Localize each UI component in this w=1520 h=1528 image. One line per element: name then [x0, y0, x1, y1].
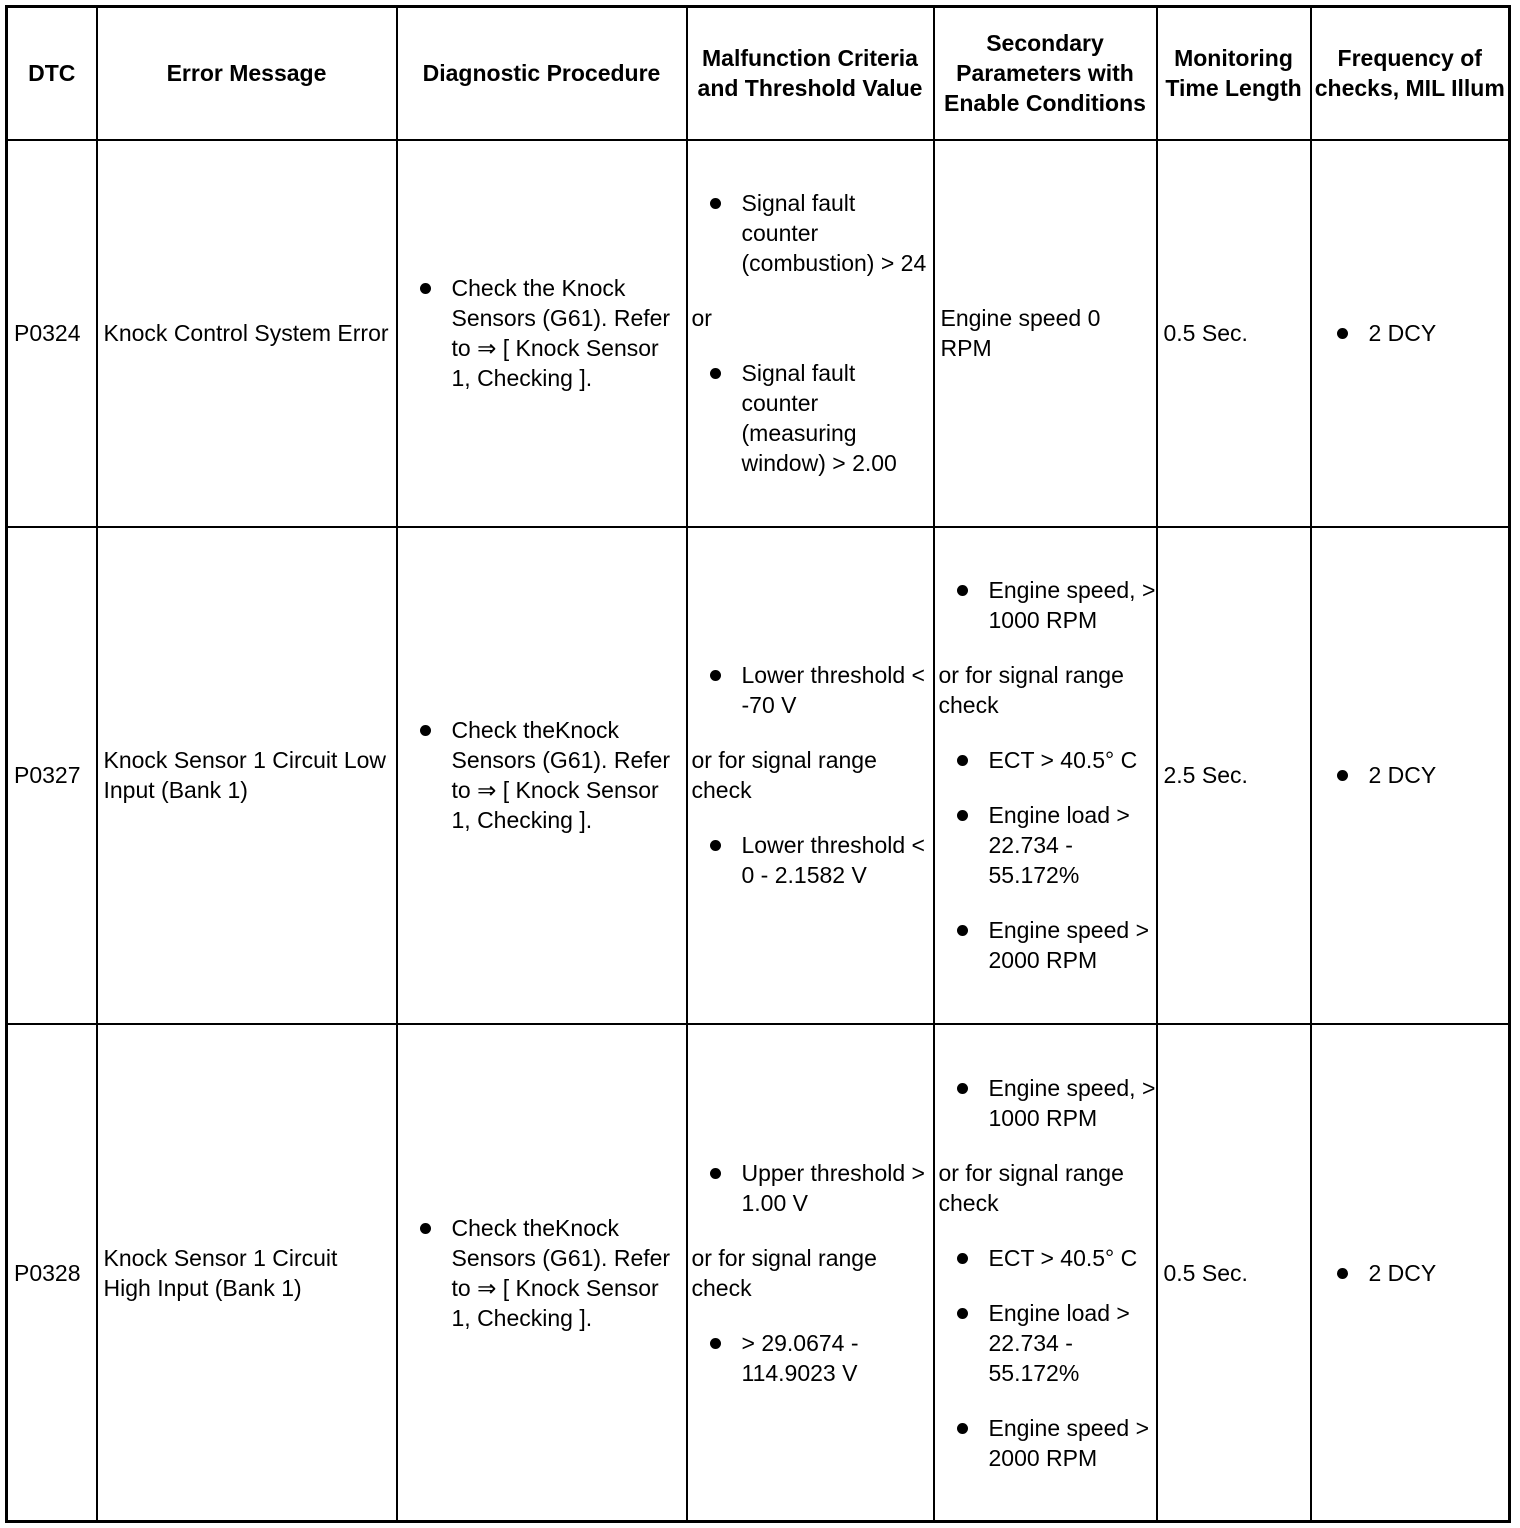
malfunction-criteria: [687, 140, 934, 527]
bullet-item: [710, 1328, 933, 1388]
bullet-item: [710, 660, 933, 720]
bullet-item: [957, 915, 1156, 975]
bullet-item: [420, 1213, 676, 1333]
frequency-text: 2 DCY: [1368, 320, 1437, 347]
criteria-text: Lower threshold < -70 V: [741, 662, 925, 719]
header-diagnostic-procedure: Diagnostic Procedure: [397, 7, 687, 140]
dtc-table: [5, 5, 1511, 1523]
bullet-item: [420, 715, 676, 835]
malfunction-criteria: [687, 1024, 934, 1521]
bullet-icon: [420, 1223, 431, 1234]
procedure-text: Check theKnock Sensors (G61). Refer to ⇒ [ Knock Sensor 1, Checking ].: [451, 1214, 671, 1331]
bullet-item: [957, 1073, 1156, 1133]
bullet-icon: [957, 810, 968, 821]
bullet-icon: [710, 368, 721, 379]
bullet-item: [957, 575, 1156, 635]
bullet-icon: [710, 1168, 721, 1179]
header-frequency: Frequency of checks, MIL Illum: [1311, 7, 1510, 140]
secondary-text: Engine load > 22.734 - 55.172%: [988, 1299, 1130, 1386]
secondary-text: ECT > 40.5° C: [988, 747, 1138, 774]
bullet-item: [710, 358, 933, 478]
bullet-item: [957, 1413, 1156, 1473]
frequency: [1311, 1024, 1510, 1521]
secondary-text: Engine speed > 2000 RPM: [988, 1414, 1149, 1471]
frequency: [1311, 527, 1510, 1024]
bullet-icon: [957, 1308, 968, 1319]
error-message: Knock Sensor 1 Circuit High Input (Bank 1): [97, 1024, 397, 1521]
header-dtc: DTC: [7, 7, 97, 140]
bullet-item: [957, 1243, 1156, 1273]
secondary-text: Engine speed > 2000 RPM: [988, 917, 1149, 974]
criteria-separator: or for signal range check: [691, 1244, 877, 1301]
bullet-icon: [1337, 328, 1348, 339]
bullet-item: [710, 1158, 933, 1218]
frequency-text: 2 DCY: [1368, 762, 1437, 789]
criteria-text: Lower threshold < 0 - 2.1582 V: [741, 832, 925, 889]
bullet-item: [957, 1298, 1156, 1388]
bullet-icon: [1337, 1268, 1348, 1279]
bullet-icon: [710, 1338, 721, 1349]
bullet-icon: [957, 1253, 968, 1264]
bullet-item: [710, 188, 933, 278]
criteria-text: Upper threshold > 1.00 V: [741, 1159, 925, 1216]
monitoring-time: 2.5 Sec.: [1157, 527, 1311, 1024]
secondary-parameters: [934, 527, 1157, 1024]
bullet-item: [1337, 760, 1509, 790]
secondary-text: Engine speed, > 1000 RPM: [988, 1074, 1156, 1131]
secondary-parameters: [934, 1024, 1157, 1521]
criteria-text: Signal fault counter (measuring window) > 2.00: [741, 360, 897, 477]
criteria-separator: or for signal range check: [691, 747, 877, 804]
bullet-item: [957, 745, 1156, 775]
diagnostic-procedure: [397, 140, 687, 527]
header-malfunction-criteria: Malfunction Criteria and Threshold Value: [687, 7, 934, 140]
header-secondary-parameters: Secondary Parameters with Enable Conditions: [934, 7, 1157, 140]
diagnostic-procedure: [397, 1024, 687, 1521]
frequency: [1311, 140, 1510, 527]
bullet-icon: [710, 670, 721, 681]
table-row: [7, 527, 1510, 1024]
bullet-icon: [957, 1423, 968, 1434]
table-row: [7, 140, 1510, 527]
monitoring-time: 0.5 Sec.: [1157, 140, 1311, 527]
bullet-icon: [957, 585, 968, 596]
bullet-icon: [957, 1083, 968, 1094]
bullet-item: [710, 830, 933, 890]
monitoring-time: 0.5 Sec.: [1157, 1024, 1311, 1521]
secondary-text: ECT > 40.5° C: [988, 1244, 1138, 1271]
procedure-text: Check theKnock Sensors (G61). Refer to ⇒ [ Knock Sensor 1, Checking ].: [451, 717, 671, 834]
header-monitoring-time: Monitoring Time Length: [1157, 7, 1311, 140]
error-message: Knock Sensor 1 Circuit Low Input (Bank 1): [97, 527, 397, 1024]
bullet-icon: [710, 198, 721, 209]
bullet-icon: [1337, 770, 1348, 781]
frequency-text: 2 DCY: [1368, 1259, 1437, 1286]
secondary-text: Engine speed, > 1000 RPM: [988, 577, 1156, 634]
header-error-message: Error Message: [97, 7, 397, 140]
secondary-text: Engine load > 22.734 - 55.172%: [988, 802, 1130, 889]
criteria-text: Signal fault counter (combustion) > 24: [741, 190, 927, 277]
procedure-text: Check the Knock Sensors (G61). Refer to ⇒ [ Knock Sensor 1, Checking ].: [451, 275, 671, 392]
bullet-icon: [957, 755, 968, 766]
malfunction-criteria: [687, 527, 934, 1024]
error-message: Knock Control System Error: [97, 140, 397, 527]
secondary-separator: or for signal range check: [938, 1159, 1124, 1216]
criteria-separator: or: [691, 305, 712, 332]
bullet-icon: [710, 840, 721, 851]
secondary-separator: or for signal range check: [938, 662, 1124, 719]
bullet-icon: [420, 283, 431, 294]
diagnostic-procedure: [397, 527, 687, 1024]
criteria-text: > 29.0674 - 114.9023 V: [741, 1329, 859, 1386]
bullet-item: [1337, 1258, 1509, 1288]
secondary-parameters: Engine speed 0 RPM: [934, 140, 1157, 527]
bullet-item: [420, 273, 676, 393]
bullet-icon: [420, 725, 431, 736]
bullet-item: [1337, 318, 1509, 348]
header-row: [7, 7, 1510, 140]
dtc-code: P0328: [7, 1024, 97, 1521]
bullet-item: [957, 800, 1156, 890]
table-row: [7, 1024, 1510, 1521]
dtc-code: P0327: [7, 527, 97, 1024]
bullet-icon: [957, 925, 968, 936]
dtc-code: P0324: [7, 140, 97, 527]
